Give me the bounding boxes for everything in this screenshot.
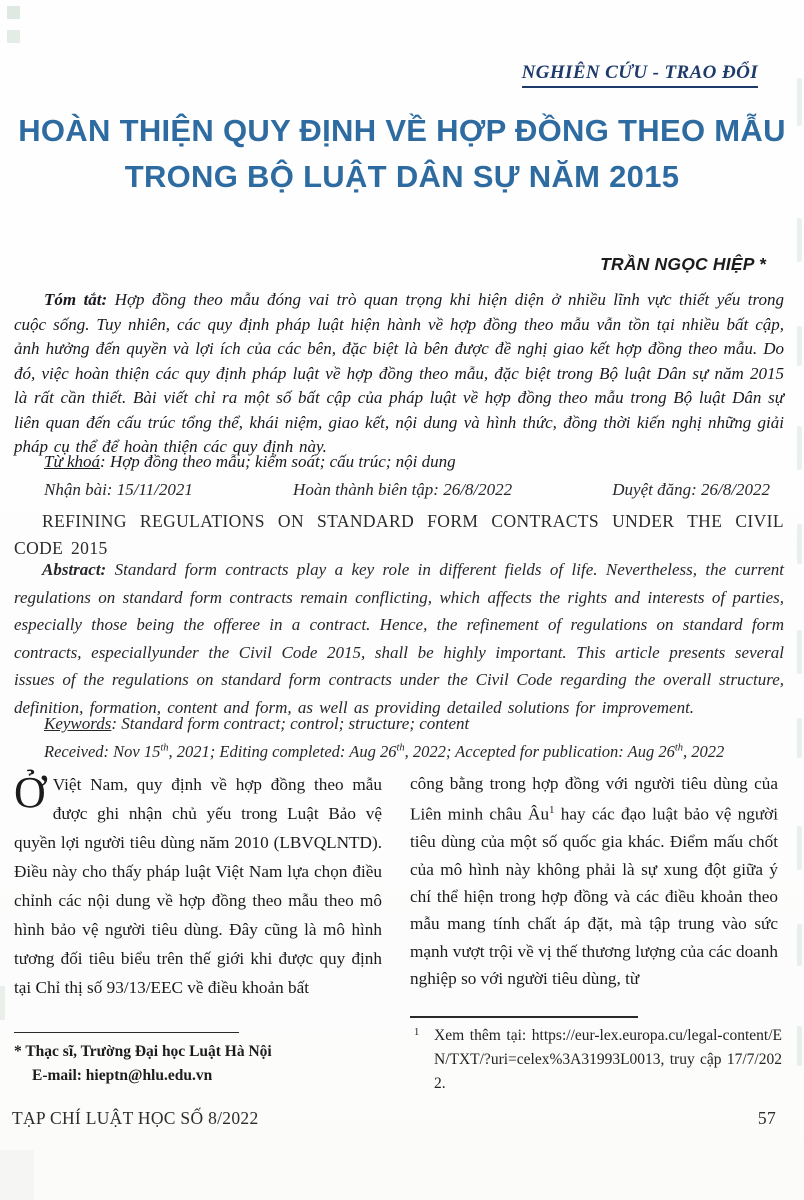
dates-english [44, 742, 784, 762]
dates-en-part: Received: Nov 15 [44, 742, 161, 761]
dates-vietnamese [44, 480, 770, 500]
dates-en-sup: th [674, 742, 684, 754]
scan-artifact [797, 218, 802, 262]
scan-artifact [797, 524, 802, 564]
footnote-reference: 1 [549, 804, 555, 817]
journal-name: TẠP CHÍ LUẬT HỌC SỐ 8/2022 [12, 1108, 259, 1128]
footnote-author-email: E-mail: hieptn@hlu.edu.vn [32, 1067, 213, 1084]
page-number: 57 [757, 1108, 776, 1128]
body-column-left [14, 770, 382, 1002]
abstract-vi-text: Hợp đồng theo mẫu đóng vai trò quan trọng khi hiện diện ở nhiều lĩnh vực thiết yếu trong cuộc sống. Tuy nhiên, các quy định pháp luật hiện hành về hợp đồng theo mẫu vẫn tồn tại nhiều bất cập, ảnh hưởng đến quyền và lợi ích của các bên, đặc biệt là bên được đề nghị giao kết hợp đồng theo mẫu. Do đó, việc hoàn thiện các quy định pháp luật về hợp đồng theo mẫu, đặc biệt trong Bộ luật Dân sự năm 2015 là rất cần thiết. Bài viết chỉ ra một số bất cập của pháp luật về hợp đồng theo mẫu trong Bộ luật Dân sự liên quan đến cấu trúc tổng thể, khái niệm, giao kết, nội dung và hình thức, đồng thời kiến nghị những giải pháp cụ thể để hoàn thiện các quy định này. [14, 290, 785, 456]
body-right-text-1: công bằng trong hợp đồng với người tiêu dùng của Liên minh châu Âu [410, 774, 778, 825]
footnote-author-affiliation: * Thạc sĩ, Trường Đại học Luật Hà Nội [14, 1043, 272, 1060]
article-title-line2: TRONG BỘ LUẬT DÂN SỰ NĂM 2015 [124, 159, 680, 194]
scan-artifact [0, 986, 5, 1020]
page-footer [12, 1108, 776, 1129]
scan-artifact [797, 718, 802, 758]
keywords-vi-label: Từ khoá [44, 452, 101, 471]
body-columns [14, 770, 784, 1110]
scan-artifact [797, 326, 802, 366]
footnote-marker: 1 [414, 1027, 420, 1038]
abstract-english [14, 556, 784, 721]
footnote-author [14, 1032, 384, 1088]
body-paragraph-left [14, 770, 382, 1002]
scan-artifact [797, 1026, 802, 1066]
body-right-text-2: hay các đạo luật bảo vệ người tiêu dùng của một số quốc gia khác. Điểm mấu chốt của mô hình này không phải là sự xung đột giữa ý chí thể hiện trong hợp đồng và các điều khoản theo mẫu mang tính chất áp đặt, mà tập trung vào sức mạnh vượt trội về vị thế thương lượng của các doanh nghiệp so với người tiêu dùng, từ [410, 805, 779, 988]
english-title: REFINING REGULATIONS ON STANDARD FORM CONTRACTS UNDER THE CIVIL CODE 2015 [14, 511, 784, 558]
body-column-right [410, 770, 778, 992]
keywords-en-text: : Standard form contract; control; structure; content [111, 714, 470, 733]
dates-en-sup: th [396, 742, 405, 754]
keywords-vietnamese [44, 452, 774, 472]
keywords-vi-text: : Hợp đồng theo mẫu; kiểm soát; cấu trúc; nội dung [100, 452, 456, 471]
abstract-vi-label: Tóm tắt: [44, 290, 108, 309]
scan-artifact [0, 1150, 34, 1200]
journal-section-tag: NGHIÊN CỨU - TRAO ĐỔI [522, 62, 758, 88]
scan-artifact [7, 30, 20, 43]
body-left-text: Việt Nam, quy định về hợp đồng theo mẫu được ghi nhận chủ yếu trong Luật Bảo vệ quyền lợi người tiêu dùng năm 2010 (LBVQLNTD). Điều này cho thấy pháp luật Việt Nam lựa chọn điều chỉnh các nội dung về hợp đồng theo mẫu theo mô hình bảo vệ người tiêu dùng. Đây cũng là mô hình tương đối tiêu biểu trên thế giới khi được quy định tại Chỉ thị số 93/13/EEC về điều khoản bất [14, 775, 382, 997]
footnote-separator [14, 1032, 239, 1033]
article-title [0, 108, 804, 200]
dates-en-part: , 2022 [683, 742, 725, 761]
footnote-separator [410, 1016, 638, 1018]
keywords-english [44, 714, 774, 734]
footnote-citation-text: Xem thêm tại: https://eur-lex.europa.cu/legal-content/EN/TXT/?uri=celex%3A31993L0013, truy cập 17/7/2022. [434, 1027, 782, 1092]
dates-en-part: , 2021; Editing completed: Aug 26 [168, 742, 397, 761]
dates-en-part: , 2022; Accepted for publication: Aug 26 [404, 742, 675, 761]
drop-cap: Ở [14, 768, 46, 817]
author-name: TRẦN NGỌC HIỆP * [600, 254, 766, 274]
scan-artifact [797, 426, 802, 470]
date-received-vi: Nhận bài: 15/11/2021 [44, 480, 193, 499]
scan-artifact [797, 826, 802, 870]
date-completed-vi: Hoàn thành biên tập: 26/8/2022 [293, 480, 513, 499]
body-paragraph-right [410, 770, 778, 992]
article-title-line1: HOÀN THIỆN QUY ĐỊNH VỀ HỢP ĐỒNG THEO MẪU [18, 113, 786, 148]
abstract-vietnamese [14, 288, 784, 460]
keywords-en-label: Keywords [44, 714, 112, 733]
scan-artifact [797, 630, 802, 674]
date-approved-vi: Duyệt đăng: 26/8/2022 [612, 480, 770, 499]
dates-en-sup: th [160, 742, 169, 754]
abstract-en-label: Abstract: [42, 560, 107, 579]
footnote-citation [410, 1016, 782, 1096]
scan-artifact [7, 6, 20, 19]
scan-artifact [797, 924, 802, 966]
abstract-en-text: Standard form contracts play a key role in different fields of life. Nevertheless, the current regulations on standard form contracts remain conflicting, which affects the rights and interests of parties, especially those being the offeree in a contract. Hence, the refinement of regulations on standard form contracts, especiallyunder the Civil Code 2015, shall be highly important. This article presents several issues of the regulations on standard form contracts under the Civil Code regarding the overall structure, definition, formation, content and form, as well as providing detailed solutions for improvement. [14, 560, 784, 717]
